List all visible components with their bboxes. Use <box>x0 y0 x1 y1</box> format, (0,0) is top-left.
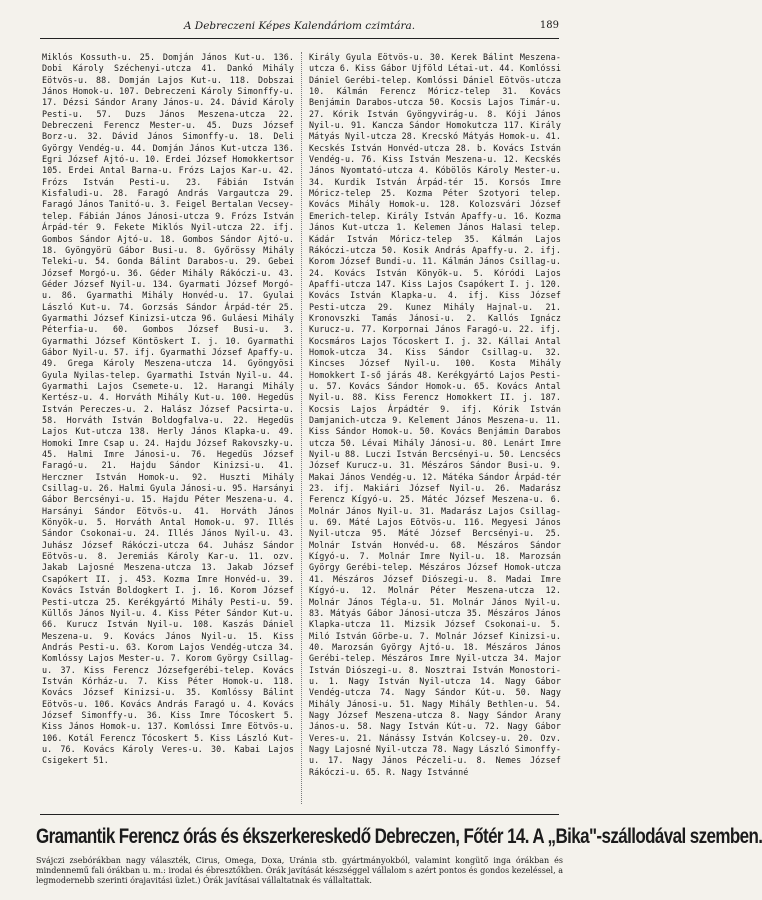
header-rule <box>40 38 559 39</box>
advertisement-rule <box>40 814 559 815</box>
advertisement-body: Svájczi zsebórákban nagy választék, Cirus, Omega, Doxa, Uránia stb. gyártmányokból, valamint kongütő inga órákban és mindennemű fali órákban u. m.: irodai és ébresztőkben. Órák javítását készséggel vállalom s azért pontos és gondos kezeléssel, a legmodernebb szerinti órajavitási üzlet.) Órák javításai vállaltatnak és vállaltattak. <box>36 856 563 885</box>
column-divider <box>301 52 302 804</box>
advertisement-headline: Gramantik Ferencz órás és ékszerkereskedő Debreczen, Főtér 14. A „Bika"-szállodával szemben. <box>36 824 762 848</box>
directory-column-right: Király Gyula Eötvös-u. 30. Kerek Bálint Meszena-utcza 6. Kiss Gábor Ujföld Létai-ut. 44. Komlóssi Dániel Gerébi-telep. Komlóssi Dániel Eötvös-utcza 10. Kálmán Ferencz Móricz-telep 31. Kovács Benjámin Darabos-utcza 50. Kocsis Lajos Timár-u. 27. Kórik István Gyöngyvirág-u. 8. Kóji János Nyil-u. 91. Kancza Sándor Homokutcza 117. Király Mátyás Nyil-utcza 28. Krecskó Mátyás Homok-u. 41. Kecskés István Honvéd-utcza 28. b. Kovács István Vendég-u. 76. Kiss István Meszena-u. 12. Kecskés János Nyomtató-utcza 4. Kóbölös Károly Mester-u. 34. Kurdik István Árpád-tér 15. Korsós Imre Móricz-telep 25. Kozma Péter Szotyori telep. Kovács Mihály Homok-u. 128. Kolozsvári József Emerich-telep. Király István Apaffy-u. 16. Kozma János Kut-utcza 1. Kelemen János Halasi telep. Kádár István Móricz-telep 35. Kálmán Lajos Rákóczi-utcza 50. Kosik András Apaffy-u. 2. ifj. Korom József Bundi-u. 11. Kálmán János Csillag-u. 24. Kovács István Könyök-u. 5. Kóródi Lajos Apaffi-utcza 147. Kiss Lajos Csapókert I. j. 120. Kovács István Klapka-u. 4. ifj. Kiss József Pesti-utcza 29. Kunez Mihály Hajnal-u. 21. Kronovszki Tamás Jánosi-u. 2. Kallós Ignácz Kurucz-u. 77. Korpornai János Faragó-u. 22. ifj. Kocsmáros Lajos Tócoskert I. j. 32. Kállai Antal Homok-utcza 34. Kiss Sándor Csillag-u. 32. Kincses József Nyil-u. 100. Kosta Mihály Homokkert I-ső járás 48. Kerékgyártó Lajos Pesti-u. 57. Kovács Sándor Homok-u. 65. Kovács Antal Nyil-u. 88. Kiss Ferencz Homokkert II. j. 187. Kocsis Lajos Árpádtér 9. ifj. Kórik István Damjanich-utcza 9. Kelement János Meszena-u. 11. Kiss Sándor Homok-u. 50. Kovács Benjámin Darabos utcza 50. Lévai Mihály Jánosi-u. 80. Lenárt Imre Nyil-u 88. Luczi István Bercsényi-u. 50. Lencsécs József Kurucz-u. 31. Mészáros Sándor Busi-u. 9. Makai János Vendég-u. 12. Mátéka Sándor Árpád-tér 23. ifj. Makiári József Nyil-u. 26. Madarász Ferencz Kígyó-u. 25. Mátéc József Meszena-u. 6. Molnár János Nyil-u. 31. Madarász Lajos Csillag-u. 69. Máté Lajos Eötvös-u. 116. Megyesi János Nyil-utcza 95. Máté József Bercsényi-u. 25. Molnár István Honvéd-u. 68. Mészáros Sándor Kígyó-u. 7. Molnár Imre Nyil-u. 18. Marozsán György Gerébi-telep. Mészáros József Homok-utcza 41. Mészáros József Diószegi-u. 8. Madai Imre Kígyó-u. 12. Molnár Péter Meszena-utcza 12. Molnár János Tégla-u. 51. Molnár János Nyil-u. 83. Mátyás Gábor Jánosi-utcza 35. Mészáros János Klapka-utcza 11. Mizsik József Csokonai-u. 5. Miló István Görbe-u. 7. Molnár József Kinizsi-u. 40. Marozsán György Ajtó-u. 18. Mészáros János Gerébi-telep. Mészáros Imre Nyil-utcza 34. Major István Diószegi-u. 8. Nosztrai István Monostori-u. 1. Nagy István Nyil-utcza 14. Nagy Gábor Vendég-utcza 74. Nagy Sándor Kút-u. 50. Nagy Mihály Jánosi-u. 51. Nagy Mihály Bethlen-u. 54. Nagy József Meszena-utcza 8. Nagy Sándor Arany János-u. 58. Nagy István Kút-u. 72. Nagy Gábor Veres-u. 21. Nánássy István Kolcsey-u. 20. Ozv. Nagy Lajosné Nyil-utcza 78. Nagy László Simonffy-u. 17. Nagy János Péczeli-u. 8. Nemes József Rákóczi-u. 65. R. Nagy Istvánné <box>309 52 561 777</box>
page-number: 189 <box>539 20 559 31</box>
directory-columns <box>42 52 561 804</box>
running-title: A Debreczeni Képes Kalendáriom czimtára. <box>183 20 416 32</box>
advertisement <box>36 822 762 892</box>
directory-column-left: Miklós Kossuth-u. 25. Domján János Kut-u. 136. Dobi Károly Széchenyi-utcza 41. Dankó Mihály Eötvös-u. 88. Domján Lajos Kut-u. 118. Dobszai János Homok-u. 107. Debreczeni Károly Simonffy-u. 17. Dézsi Sándor Arany János-u. 24. Dávid Károly Pesti-u. 57. Duzs János Meszena-utcza 22. Debreczeni Ferencz Mester-u. 45. Duzs József Borz-u. 32. Dávid János Simonffy-u. 18. Deli György Vendég-u. 44. Domján János Kut-utcza 136. Egri József Ajtó-u. 10. Erdei József Homokkertsor 105. Erdei Antal Barna-u. Frózs Lajos Kar-u. 42. Frózs István Pesti-u. 23. Fábián István Kisfaludi-u. 28. Faragó András Vargautcza 29. Faragó János Tanitó-u. 3. Feigel Bertalan Vecsey-telep. Fábián János Jánosi-utcza 9. Frózs István Árpád-tér 9. Fekete Miklós Nyil-utcza 22. ifj. Gombos Sándor Ajtó-u. 18. Gombos Sándor Ajtó-u. 18. Gyöngyörü Gábor Busi-u. 8. Győrössy Mihály Teleki-u. 54. Gonda Bálint Darabos-u. 29. Gebei József Morgó-u. 36. Géder Mihály Rákóczi-u. 43. Géder József Nyil-u. 134. Gyarmati József Morgó-u. 86. Gyarmathi Mihály Honvéd-u. 17. Gyulai László Kut-u. 74. Gorzsás Sándor Árpád-tér 25. Gyarmathi József Kinizsi-utcza 96. Guláesi Mihály Péterfia-u. 60. Gombos József Busi-u. 3. Gyarmathi József Köntöskert I. j. 10. Gyarmathi Gábor Nyil-u. 57. ifj. Gyarmathi József Apaffy-u. 49. Grega Károly Meszena-utcza 14. Gyöngyösi Gyula Nyilas-telep. Gyarmathi István Nyil-u. 44. Gyarmathi Lajos Csemete-u. 12. Harangi Mihály Kertész-u. 4. Horváth Mihály Kut-u. 100. Hegedüs István Pereczes-u. 2. Halász József Pacsirta-u. 58. Horváth István Boldogfalva-u. 22. Hegedüs Lajos Kut-utcza 138. Herly János Klapka-u. 49. Homoki Imre Csap u. 24. Hajdu József Rakovszky-u. 45. Halmi Imre Jánosi-u. 76. Hegedüs József Faragó-u. 21. Hajdu Sándor Kinizsi-u. 41. Herczner István Homok-u. 92. Huszti Mihály Csillag-u. 26. Halmi Gyula Jánosi-u. 95. Harsányi Gábor Bercsényi-u. 15. Hajdu Péter Meszena-u. 4. Harsányi Sándor Eötvös-u. 41. Horváth János Könyök-u. 5. Horváth Antal Homok-u. 97. Illés Sándor Csokonai-u. 24. Illés János Nyil-u. 43. Juhász József Rákóczi-utcza 64. Juhász Sándor Eötvös-u. 8. Jeremiás Károly Kar-u. 11. ozv. Jakab Lajosné Meszena-utcza 13. Jakab József Csapókert II. j. 453. Kozma Imre Honvéd-u. 39. Kovács István Boldogkert I. j. 16. Korom József Pesti-utcza 25. Kerékgyártó Mihály Pesti-u. 59. Küllős János Nyil-u. 4. Kiss Péter Sándor Kut-u. 66. Kurucz István Nyil-u. 108. Kaszás Dániel Meszena-u. 9. Kovács János Nyil-u. 15. Kiss András Pesti-u. 63. Korom Lajos Vendég-utcza 34. Komlóssy Lajos Mester-u. 7. Korom György Csillag-u. 37. Kiss Ferencz Józsefgerébi-telep. Kovács István Kórház-u. 7. Kiss Péter Homok-u. 118. Kovács József Kinizsi-u. 35. Komlóssy Bálint Eötvös-u. 106. Kovács András Faragó u. 4. Kovács József Simonffy-u. 36. Kiss Imre Tócoskert 5. Kiss János Homok-u. 137. Komlóssi Imre Eötvös-u. 106. Kotál Ferencz Tócoskert 5. Kiss László Kut-u. 76. Kovács Károly Veres-u. 30. Kabai Lajos Csigekert 51. <box>42 52 294 766</box>
running-header <box>40 20 559 36</box>
